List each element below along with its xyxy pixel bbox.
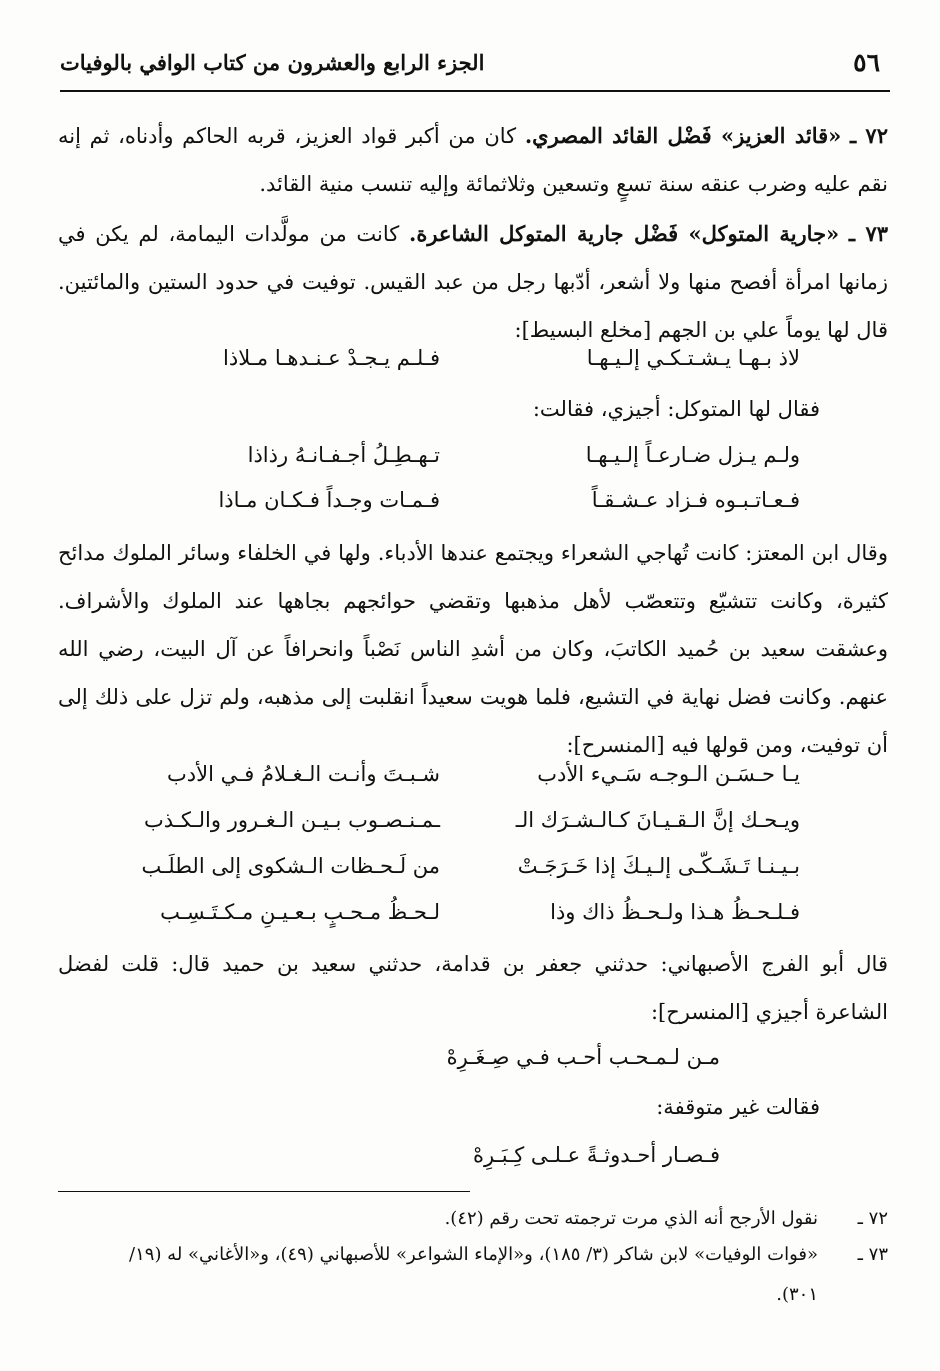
footnote-number: ٧٣ ـ <box>857 1244 888 1265</box>
entry-73 <box>58 210 888 354</box>
paragraph-ibn-mutazz: وقال ابن المعتز: كانت تُهاجي الشعراء ويجتمع عندها الأدباء. ولها في الخلفاء وسائر الملوك مدائح كثيرة، وكانت تتشيّع وتتعصّب لأهل مذهبها وتقضي حوائجهم بجاهها عند الملوك والأشراف. وعشقت سعيد بن حُميد الكاتبَ، وكان من أشدِ الناس نَصْباً وانحرافاً عن آل البيت، رضي الله عنهم. وكانت فضل نهاية في التشيع، فلما هويت سعيداً انقلبت إلى مذهبه، ولم تزل على ذلك إلى أن توفيت، ومن قولها فيه [المنسرح]: <box>58 541 888 757</box>
verse-hemistich: يـا حـسَـن الـوجـه سَـيء الأدب <box>537 762 800 786</box>
entry-73-text: كانت من مولَّدات اليمامة، لم يكن في زمانها امرأة أفصح منها ولا أشعر، أدّبها رجل من عبد القيس. توفيت في حدود الستين والمائتين. قال لها يوماً علي بن الجهم [مخلع البسيط]: <box>58 222 888 342</box>
verse-hemistich: شـبـتَ وأنـت الـغـلامُ فـي الأدب <box>167 762 440 786</box>
verse-hemistich: ـمـنـصـوب بـيـن الـغـرور والـكـذب <box>143 808 440 832</box>
paragraph-isfahani: قال أبو الفرج الأصبهاني: حدثني جعفر بن قدامة، حدثني سعيد بن حميد قال: قلت لفضل الشاعرة أجيزي [المنسرح]: <box>58 952 888 1024</box>
verse-hemistich: فـمـات وجـداً فـكـان مـاذا <box>218 488 440 512</box>
footnote-73-continued: ٣٠١). <box>776 1284 818 1305</box>
running-title: الجزء الرابع والعشرون من كتاب الوافي بالوفيات <box>60 50 485 75</box>
verse-hemistich: تـهـطِـلُ أجـفـانـهُ رذاذا <box>247 443 440 467</box>
verse-hemistich: فـعـاتـبـوه فـزاد عـشـقـاً <box>591 488 800 512</box>
verse-hemistich: لاذ بـهـا يـشـتـكـي إلـيـهـا <box>586 346 800 370</box>
footnote-text: «فوات الوفيات» لابن شاكر (٣/ ١٨٥)، و«الإماء الشواعر» للأصبهاني (٤٩)، و«الأغاني» له (١٩/ <box>129 1244 818 1265</box>
page-number: ٥٦ <box>853 48 880 77</box>
entry-73-name: «جارية المتوكل» فَضْل جارية المتوكل الشاعرة. <box>409 221 840 246</box>
footnote-text: نقول الأرجح أنه الذي مرت ترجمته تحت رقم (٤٢). <box>444 1208 818 1229</box>
verse-hemistich: مـن لـمـحـب أحـب فـي صِـغَـرِهْ <box>446 1045 720 1069</box>
entry-72-name: «قائد العزيز» فَضْل القائد المصري. <box>524 123 842 148</box>
narration-line: فقالت غير متوقفة: <box>656 1095 820 1119</box>
running-header <box>60 44 890 84</box>
entry-73-number: ٧٣ ـ <box>848 221 888 246</box>
entry-72 <box>58 112 888 208</box>
verse-hemistich: فـلـحـظُ هـذا ولـحـظُ ذاك وذا <box>550 900 800 924</box>
entry-72-text: كان من أكبر قواد العزيز، قربه الحاكم وأدناه، ثم إنه نقم عليه وضرب عنقه سنة تسعٍ وتسعين وثلاثمائة وإليه تنسب منية القائد. <box>58 124 888 196</box>
verse-hemistich: من لَـحـظات الـشكوى إلى الطلَـب <box>141 854 440 878</box>
verse-hemistich: فـلـم يـجـدْ عـنـدهـا مـلاذا <box>223 346 440 370</box>
narration-line: فقال لها المتوكل: أجيزي، فقالت: <box>532 397 820 421</box>
footnote-separator <box>58 1191 470 1192</box>
footnote-number: ٧٢ ـ <box>857 1208 888 1229</box>
header-rule <box>60 90 890 92</box>
verse-hemistich: ويـحـك إنَّ الـقـيـانَ كـالـشـرَك الـ <box>515 808 800 832</box>
entry-72-number: ٧٢ ـ <box>849 123 888 148</box>
verse-hemistich: فـصـار أحـدوثـةً عـلـى كِـبَـرِهْ <box>472 1143 720 1167</box>
verse-hemistich: بـيـنـا تَـشَـكّـى إلـيـكَ إذا خَـرَجَـتْ <box>517 854 800 878</box>
verse-hemistich: لـحـظُ مـحـبٍ بـعـيـنِ مـكـتَـسِـب <box>160 900 440 924</box>
verse-hemistich: ولـم يـزل ضـارعـاً إلـيـهـا <box>585 443 800 467</box>
